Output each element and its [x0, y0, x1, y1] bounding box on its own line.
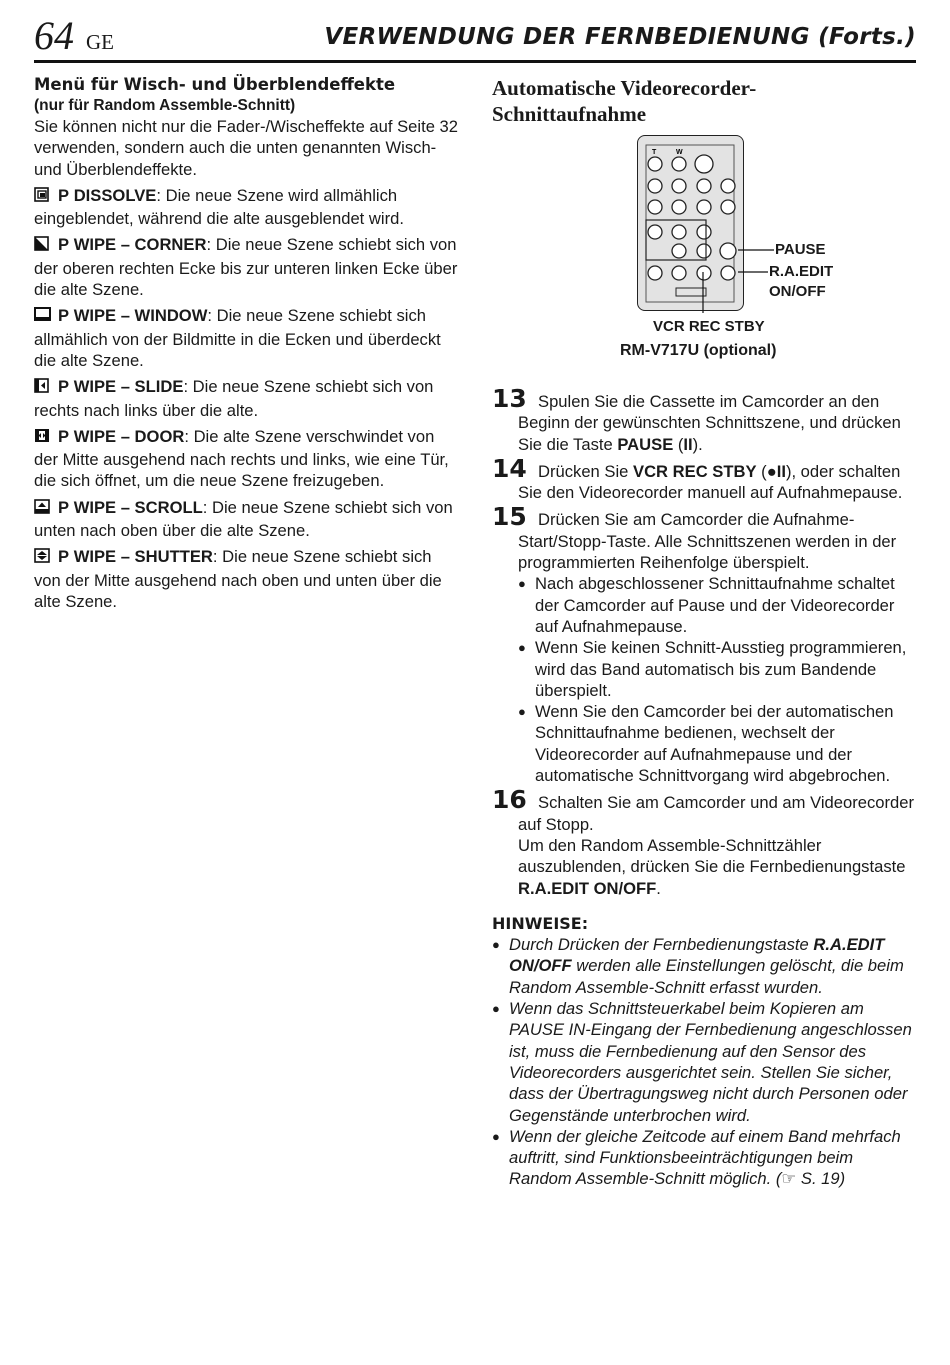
left-column: [34, 74, 458, 612]
wipe-scroll-icon: [34, 499, 56, 520]
text-part: (: [673, 434, 684, 454]
step-extra-text: [518, 835, 916, 899]
effect-wipe-slide: [34, 376, 458, 421]
note-item: [492, 934, 916, 998]
effect-dissolve: [34, 185, 458, 230]
text-part: Durch Drücken der Fernbedienungstaste: [509, 935, 814, 955]
text-part: (: [756, 461, 767, 481]
text-part: Wenn der gleiche Zeitcode auf einem Band mehrfach auftritt, sind Funktionsbeeinträchtigungen beim Random Assemble-Schnitt möglich. (: [509, 1126, 901, 1189]
text-part: Spulen Sie die Cassette im Camcorder an den Beginn der gewünschten Schnittszene, und drücken Sie die Taste: [518, 392, 901, 454]
effect-wipe-door: [34, 426, 458, 492]
page-header: [34, 14, 916, 63]
step-text: [518, 391, 916, 455]
page-number: 64: [34, 13, 74, 58]
effect-name: WIPE – SHUTTER: [73, 547, 213, 567]
section-heading: [492, 75, 916, 127]
ra-edit-key-label: R.A.EDIT ON/OFF: [518, 878, 657, 898]
icon-suffix: P: [58, 426, 70, 446]
step-13: [492, 384, 916, 455]
step-number: 16: [492, 785, 527, 815]
rec-pause-symbol-icon: ●II: [766, 461, 786, 481]
notes-title: HINWEISE:: [492, 913, 589, 933]
wipe-shutter-icon: [34, 548, 56, 569]
ra-edit-key-label: R.A.EDIT ON/OFF: [509, 935, 885, 976]
effect-text: : Die neue Szene schiebt sich von der Mitte ausgehend nach oben und unten über die alte Szene.: [34, 547, 442, 611]
step-text: [518, 461, 916, 504]
pointing-hand-icon: ☞: [781, 1169, 797, 1189]
heading-line-1: Automatische Videorecorder-: [492, 76, 757, 100]
note-item: [492, 998, 916, 1126]
text-part: Um den Random Assemble-Schnittzähler auszublenden, drücken Sie die Fernbedienungstaste: [518, 835, 906, 877]
right-column: [492, 74, 916, 1190]
step-14: [492, 453, 916, 504]
effect-name: WIPE – DOOR: [73, 426, 185, 446]
icon-suffix: P: [58, 547, 70, 567]
step-16: [492, 785, 916, 898]
step-15-bullet: ● Nach abgeschlossener Schnittaufnahme schaltet der Camcorder auf Pause und der Videorecorder auf Aufnahmepause.: [518, 573, 916, 637]
effect-text: : Die neue Szene schiebt sich von der oberen rechten Ecke bis zur unteren linken Ecke über die alte Szene.: [34, 235, 458, 300]
step-15-bullet: ● Wenn Sie keinen Schnitt-Ausstieg programmieren, wird das Band automatisch bis zum Bandende überspielt.: [518, 637, 916, 701]
step-number: 13: [492, 384, 527, 413]
effect-name: WIPE – SCROLL: [73, 497, 203, 517]
step-number: 14: [492, 453, 527, 483]
effect-text: : Die neue Szene schiebt sich allmählich von der Bildmitte in die Ecken und überdeckt die alte Szene.: [34, 306, 441, 370]
wipe-door-icon: [34, 428, 56, 449]
vcr-rec-stby-key-label: VCR REC STBY: [633, 461, 757, 481]
text-part: .: [656, 878, 661, 898]
text-part: ), oder schalten Sie den Videorecorder manuell auf Aufnahmepause.: [518, 461, 903, 503]
wipe-slide-icon: [34, 378, 56, 399]
section-subtitle: (nur für Random Assemble-Schnitt): [34, 97, 296, 114]
label-vcr-rec-stby: VCR REC STBY: [653, 318, 765, 335]
icon-suffix: P: [58, 306, 70, 326]
page-title: VERWENDUNG DER FERNBEDIENUNG (Forts.): [324, 24, 916, 50]
label-ra-edit: R.A.EDIT: [769, 263, 834, 280]
effect-text: : Die neue Szene schiebt sich von unten nach oben über die alte Szene.: [34, 497, 453, 541]
icon-suffix: P: [58, 497, 70, 517]
pause-symbol-icon: II: [683, 434, 693, 454]
icon-suffix: P: [58, 377, 70, 397]
section-title: Menü für Wisch- und Überblendeffekte: [34, 75, 396, 94]
label-pause: PAUSE: [775, 241, 826, 258]
effect-name: WIPE – CORNER: [73, 235, 207, 255]
effect-name: WIPE – SLIDE: [73, 377, 184, 397]
label-model: RM-V717U (optional): [620, 342, 777, 359]
intro-text: Sie können nicht nur die Fader-/Wischeffekte auf Seite 32 verwenden, sondern auch die unten genannten Wisch- und Überblendeffekte.: [34, 117, 458, 179]
effect-wipe-scroll: [34, 497, 458, 542]
icon-suffix: P: [58, 235, 70, 255]
text-part: Wenn das Schnittsteuerkabel beim Kopieren am PAUSE IN-Eingang der Fernbedienung angeschlossen ist, muss die Fernbedienung auf den Sensor des Videorecorders ausgerichtet sein. Stellen Sie sicher, dass der Übertragungsweg nicht durch Personen oder Gegenstände unterbrochen wird.: [509, 999, 912, 1125]
wipe-window-icon: [34, 307, 56, 328]
step-number: 15: [492, 502, 527, 532]
wipe-corner-icon: [34, 236, 56, 257]
effect-text: : Die neue Szene wird allmählich eingeblendet, während die alte ausgeblendet wird.: [34, 185, 404, 229]
heading-line-2: Schnittaufnahme: [492, 102, 647, 126]
step-text: Drücken Sie am Camcorder die Aufnahme-Start/Stopp-Taste. Alle Schnittszenen werden in der programmierten Reihenfolge überspielt.: [518, 510, 897, 573]
effect-wipe-corner: [34, 234, 458, 300]
remote-key-t: T: [652, 149, 657, 156]
step-text: Schalten Sie am Camcorder und am Videorecorder auf Stopp.: [518, 793, 915, 834]
dissolve-icon: [34, 187, 56, 208]
effect-name: DISSOLVE: [73, 185, 157, 205]
effect-wipe-window: [34, 305, 458, 371]
step-15: [492, 502, 916, 573]
label-on-off: ON/OFF: [769, 283, 826, 300]
remote-diagram: [492, 135, 916, 367]
effect-text: : Die alte Szene verschwindet von der Mitte ausgehend nach rechts und links, wie eine Tür, die sich öffnet, um die neue Szene freizugeben.: [34, 426, 449, 491]
effect-text: : Die neue Szene schiebt sich von rechts nach links über die alte.: [34, 377, 434, 420]
text-part: werden alle Einstellungen gelöscht, die beim Random Assemble-Schnitt erfasst wurden.: [509, 956, 904, 997]
language-code: GE: [86, 30, 114, 54]
text-part: ).: [692, 434, 703, 454]
page-reference: S. 19): [796, 1169, 846, 1189]
remote-key-w: W: [676, 149, 683, 156]
effect-wipe-shutter: [34, 546, 458, 612]
effect-name: WIPE – WINDOW: [73, 306, 208, 326]
icon-suffix: P: [58, 185, 70, 205]
note-item: [492, 1126, 916, 1190]
text-part: Drücken Sie: [538, 461, 633, 481]
step-15-bullet: ● Wenn Sie den Camcorder bei der automatischen Schnittaufnahme bedienen, wechselt der Videorecorder auf Aufnahmepause und der automatische Schnittvorgang wird abgebrochen.: [518, 701, 916, 786]
pause-key-label: PAUSE: [617, 434, 674, 454]
